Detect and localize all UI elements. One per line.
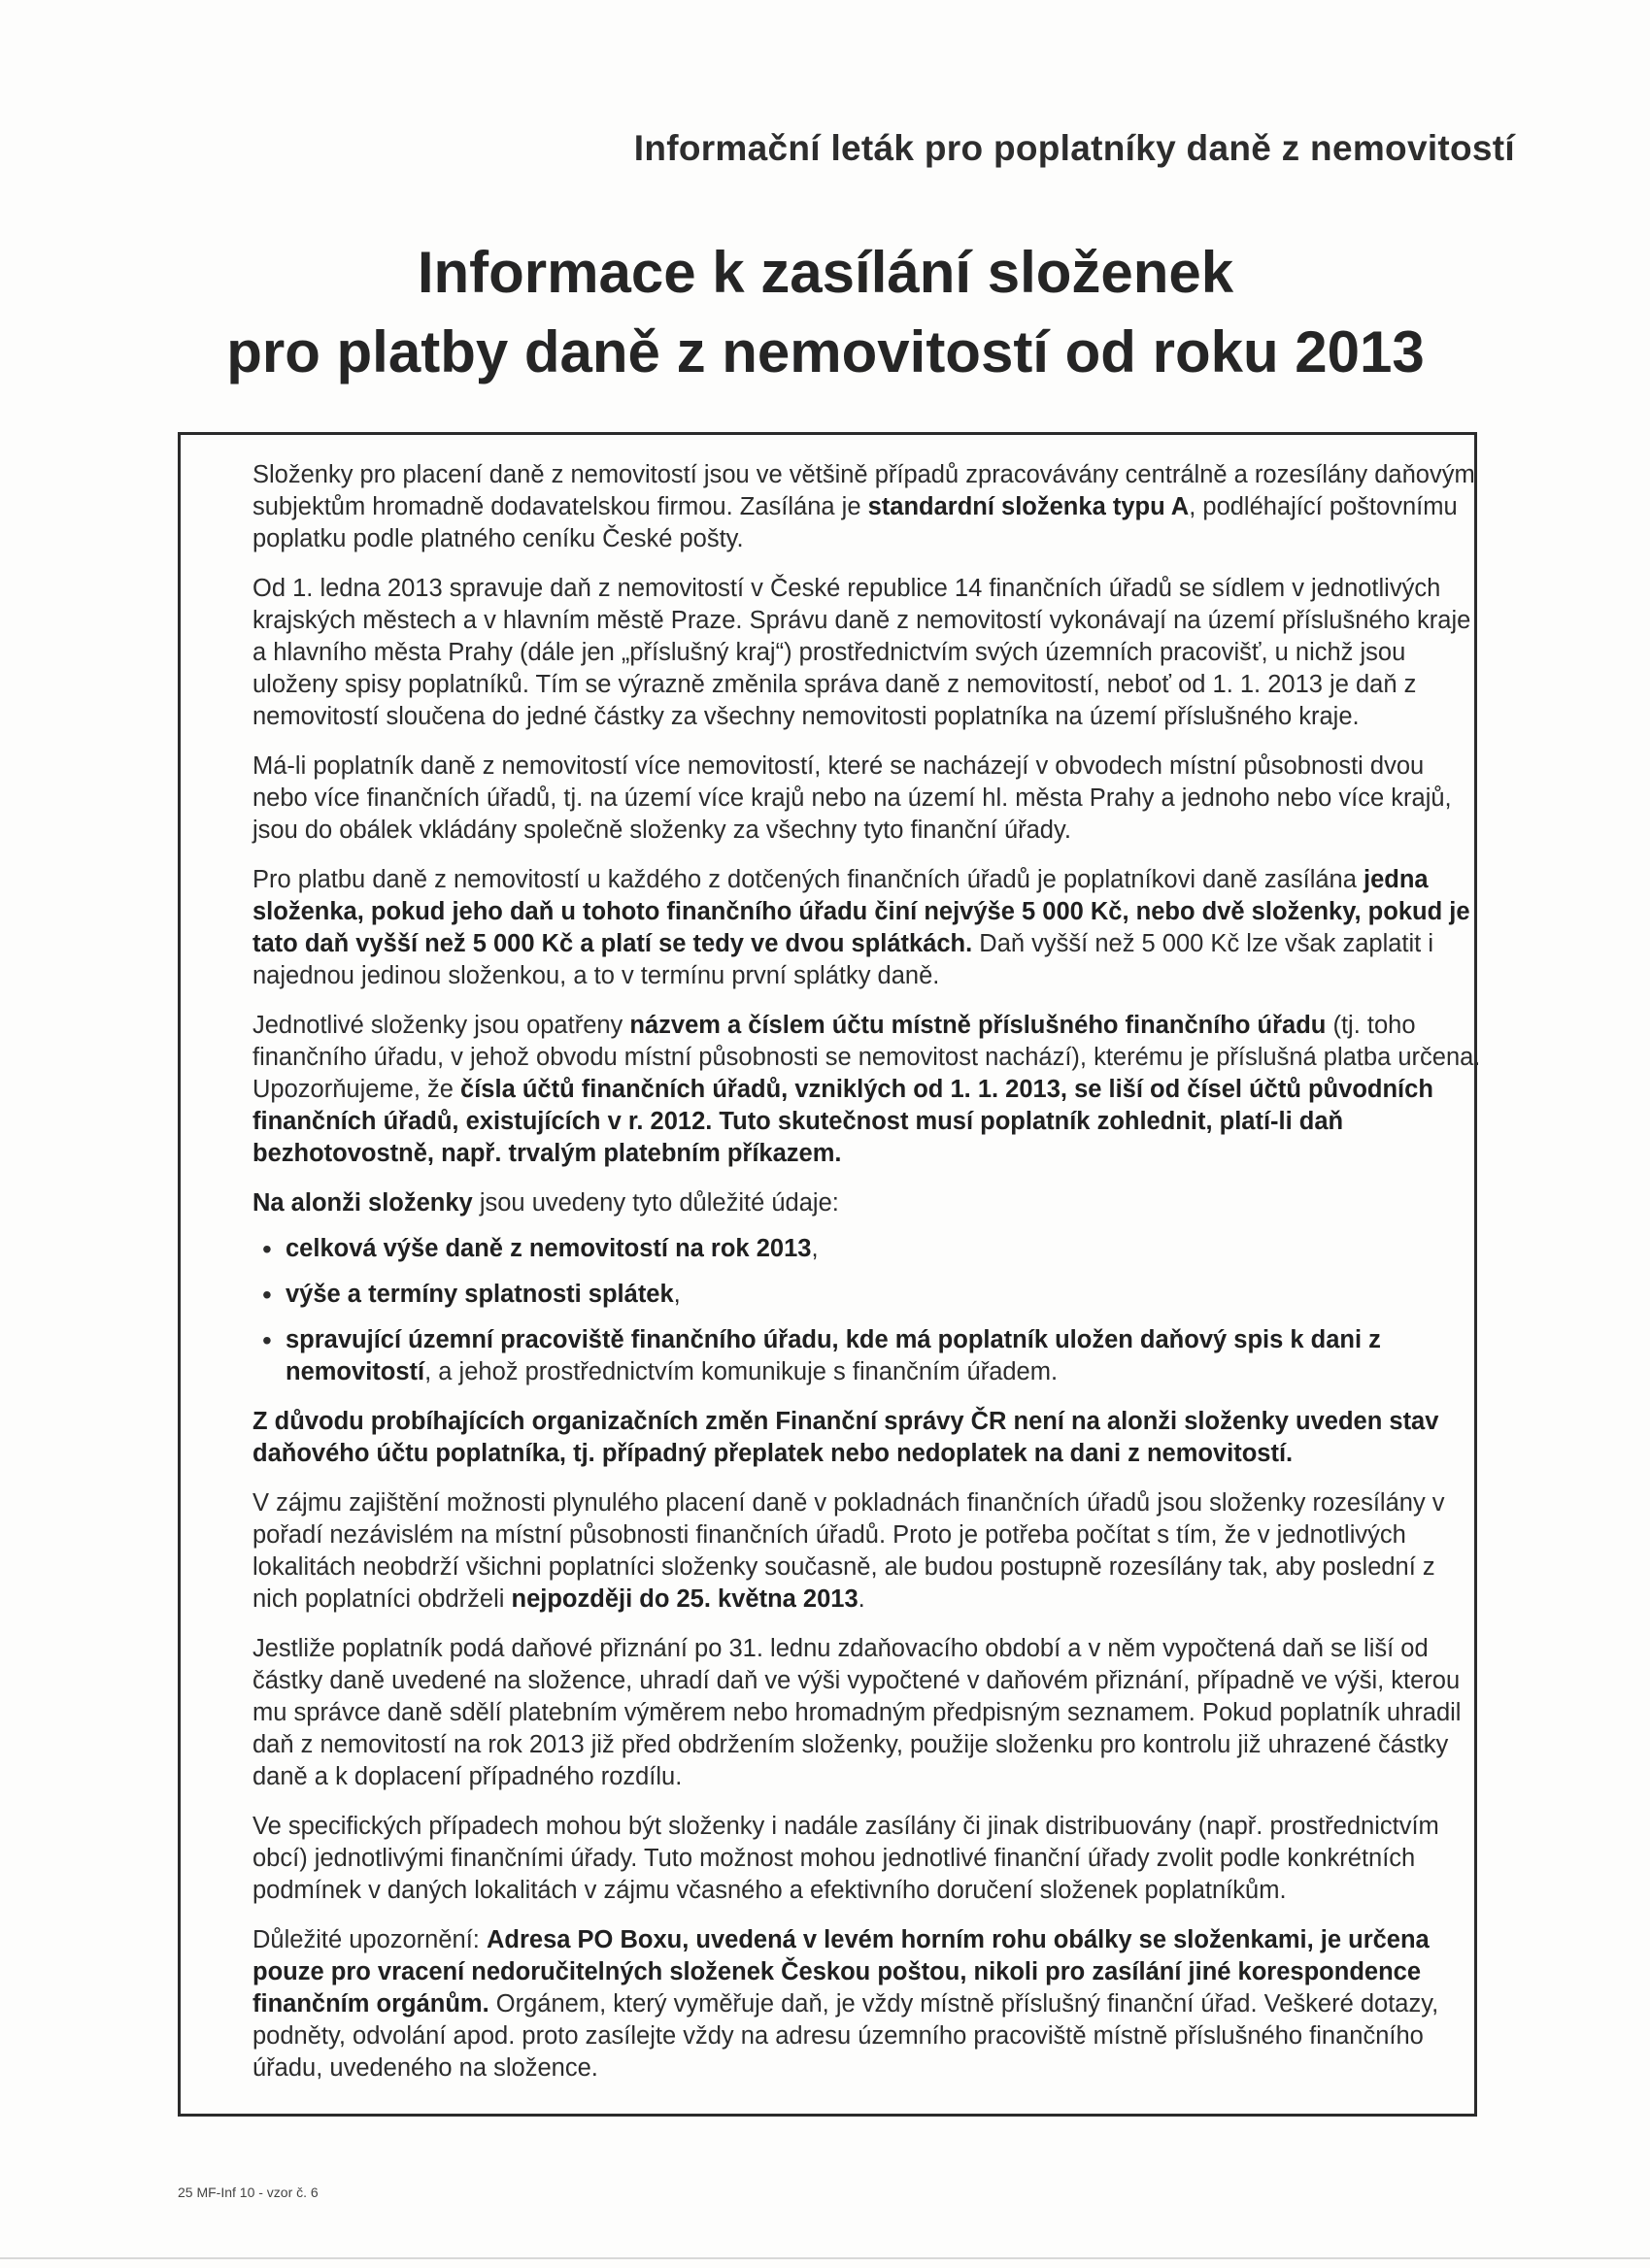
bold-text: nejpozději do 25. května 2013 — [511, 1585, 859, 1613]
text: . — [858, 1585, 865, 1613]
content-body — [253, 459, 1484, 2102]
bullet-item — [262, 1279, 1484, 1311]
paragraph-10: Ve specifických případech mohou být složenky i nadále zasílány či jinak distribuovány (např. prostřednictvím obcí) jednotlivými finančními úřady. Tuto možnost mohou jednotlivé finanční úřady zvolit podle konkrétních podmínek v daných lokalitách v zájmu včasného a efektivního doručení složenek poplatníkům. — [253, 1813, 1439, 1904]
title-line-1: Informace k zasílání složenek — [417, 240, 1234, 305]
bold-text: spravující územní pracoviště finančního úřadu, kde má poplatník uložen daňový spis k dani z nemovitostí — [286, 1326, 1381, 1385]
bullet-list — [253, 1233, 1484, 1388]
scan-edge-line — [0, 2257, 1650, 2259]
text: , — [811, 1235, 819, 1262]
text: Daň vyšší než 5 000 Kč lze však zaplatit i najednou jedinou složenkou, a to v termínu první splátky daně. — [253, 930, 1434, 989]
paragraph-1 — [253, 459, 1484, 555]
text: , a jehož prostřednictvím komunikuje s finančním úřadem. — [424, 1358, 1059, 1385]
document-kicker: Informační leták pro poplatníky daně z nemovitostí — [633, 128, 1515, 168]
text: , podléhající poštovnímu poplatku podle platného ceníku České pošty. — [253, 493, 1458, 552]
paragraph-2: Od 1. ledna 2013 spravuje daň z nemovitostí v České republice 14 finančních úřadů se sídlem v jednotlivých krajských městech a v hlavním městě Praze. Správu daně z nemovitostí vykonávají na území příslušného kraje a hlavního města Prahy (dále jen „příslušný kraj“) prostřednictvím svých územních pracovišť, u nichž jsou uloženy spisy poplatníků. Tím se výrazně změnila správa daně z nemovitostí, neboť od 1. 1. 2013 je daň z nemovitostí sloučena do jedné částky za všechny nemovitosti poplatníka na území příslušného kraje. — [253, 575, 1471, 730]
bold-text: čísla účtů finančních úřadů, vzniklých od 1. 1. 2013, se liší od čísel účtů původních finančních úřadů, existujících v r. 2012. Tuto skutečnost musí poplatník zohlednit, platí-li daň bezhotovostně, např. trvalým platebním příkazem. — [253, 1076, 1433, 1167]
text: (tj. toho finančního úřadu, v jehož obvodu místní působnosti se nemovitost nachází), kterému je příslušná platba určena. Upozorňujeme, že — [253, 1012, 1481, 1103]
text: Orgánem, který vyměřuje daň, je vždy místně příslušný finanční úřad. Veškeré dotazy, podněty, odvolání apod. proto zasílejte vždy na adresu územního pracoviště místně příslušného finančního úřadu, uvedeného na složence. — [253, 1990, 1439, 2082]
bold-text: standardní složenka typu A — [867, 493, 1190, 520]
bold-text: Na alonži složenky — [253, 1189, 473, 1217]
paragraph-5 — [253, 1010, 1484, 1170]
paragraph-11 — [253, 1924, 1484, 2085]
document-title — [146, 233, 1505, 392]
text: V zájmu zajištění možnosti plynulého placení daně v pokladnách finančních úřadů jsou složenky rozesílány v pořadí nezávislém na místní působnosti finančních úřadů. Proto je potřeba počítat s tím, že v jednotlivých lokalitách neobdrží všichni poplatníci složenky současně, ale budou postupně rozesílány tak, aby poslední z nich poplatníci obdrželi — [253, 1489, 1445, 1613]
bold-text: výše a termíny splatnosti splátek — [286, 1281, 674, 1308]
text: Pro platbu daně z nemovitostí u každého z dotčených finančních úřadů je poplatníkovi daně zasílána — [253, 866, 1364, 893]
title-line-2: pro platby daně z nemovitostí od roku 2013 — [226, 319, 1425, 384]
paragraph-8 — [253, 1487, 1484, 1616]
paragraph-6 — [253, 1187, 1484, 1219]
bold-text: jedna složenka, pokud jeho daň u tohoto finančního úřadu činí nejvýše 5 000 Kč, nebo dvě složenky, pokud je tato daň vyšší než 5 000 Kč a platí se tedy ve dvou splátkách. — [253, 866, 1470, 957]
bold-text: Adresa PO Boxu, uvedená v levém horním rohu obálky se složenkami, je určena pouze pro vracení nedoručitelných složenek Českou poštou, nikoli pro zasílání jiné korespondence finančním orgánům. — [253, 1926, 1430, 2018]
bullet-item — [262, 1233, 1484, 1265]
bold-text: Z důvodu probíhajících organizačních změn Finanční správy ČR není na alonži složenky uveden stav daňového účtu poplatníka, tj. případný přeplatek nebo nedoplatek na dani z nemovitostí. — [253, 1408, 1439, 1467]
footer-form-code: 25 MF-Inf 10 - vzor č. 6 — [178, 2185, 319, 2200]
bold-text: celková výše daně z nemovitostí na rok 2013 — [286, 1235, 812, 1262]
text: Důležité upozornění: — [253, 1926, 487, 1953]
paragraph-7 — [253, 1406, 1484, 1470]
text: Složenky pro placení daně z nemovitostí jsou ve většině případů zpracovávány centrálně a rozesílány daňovým subjektům hromadně dodavatelskou firmou. Zasílána je — [253, 461, 1475, 520]
bullet-item — [262, 1324, 1484, 1388]
text: Jednotlivé složenky jsou opatřeny — [253, 1012, 630, 1039]
paragraph-3: Má-li poplatník daně z nemovitostí více nemovitostí, které se nacházejí v obvodech místní působnosti dvou nebo více finančních úřadů, tj. na území více krajů nebo na území hl. města Prahy a jednoho nebo více krajů, jsou do obálek vkládány společně složenky za všechny tyto finanční úřady. — [253, 752, 1452, 844]
paragraph-4 — [253, 864, 1484, 992]
paragraph-9: Jestliže poplatník podá daňové přiznání po 31. lednu zdaňovacího období a v něm vypočtená daň se liší od částky daně uvedené na složence, uhradí daň ve výši vypočtené v daňovém přiznání, případně ve výši, kterou mu správce daně sdělí platebním výměrem nebo hromadným předpisným seznamem. Pokud poplatník uhradil daň z nemovitostí na rok 2013 již před obdržením složenky, použije složenku pro kontrolu již uhrazené částky daně a k doplacení případného rozdílu. — [253, 1635, 1462, 1790]
text: , — [673, 1281, 681, 1308]
text: jsou uvedeny tyto důležité údaje: — [472, 1189, 839, 1217]
bold-text: názvem a číslem účtu místně příslušného finančního úřadu — [629, 1012, 1327, 1039]
